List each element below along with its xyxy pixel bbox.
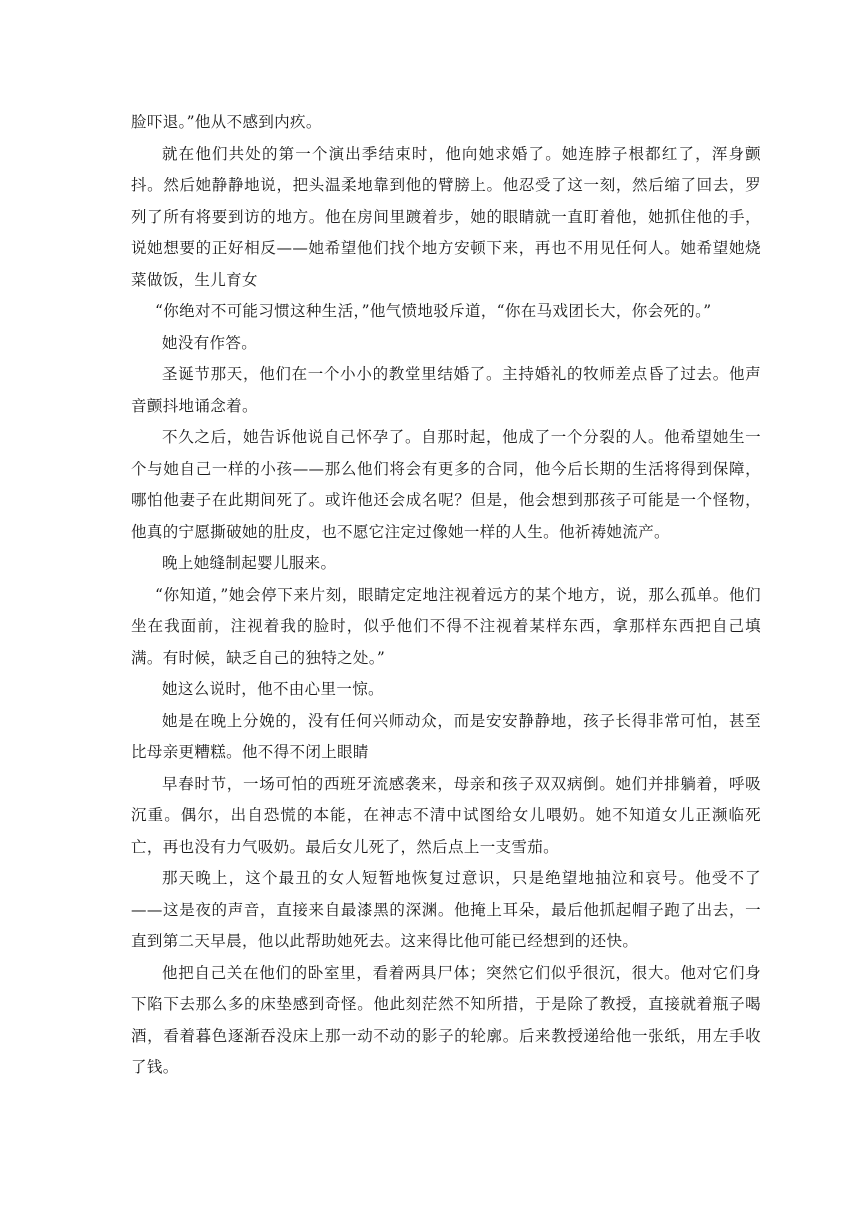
paragraph-2: 就在他们共处的第一个演出季结束时，他向她求婚了。她连脖子根都红了，浑身颤抖。然后她静静地说，把头温柔地靠到他的臂膀上。他忍受了这一刻，然后缩了回去，罗列了所有将要到访的地方。他在房间里踱着步，她的眼睛就一直盯着他，她抓住他的手，说她想要的正好相反——她希望他们找个地方安顿下来，再也不用见任何人。她希望她烧菜做饭，生儿育女 bbox=[131, 144, 761, 289]
paragraph-5: 圣诞节那天，他们在一个小小的教堂里结婚了。主持婚礼的牧师差点昏了过去。他声音颤抖地诵念着。 bbox=[131, 365, 761, 415]
paragraph-12: 那天晚上，这个最丑的女人短暂地恢复过意识，只是绝望地抽泣和哀号。他受不了——这是夜的声音，直接来自最漆黑的深渊。他掩上耳朵，最后他抓起帽子跑了出去，一直到第二天早晨，他以此帮助她死去。这来得比他可能已经想到的还快。 bbox=[131, 869, 761, 950]
document-body bbox=[131, 107, 761, 1084]
paragraph-6: 不久之后，她告诉他说自己怀孕了。自那时起，他成了一个分裂的人。他希望她生一个与她自己一样的小孩——那么他们将会有更多的合同，他今后长期的生活将得到保障，哪怕他妻子在此期间死了。或许他还会成名呢？但是，他会想到那孩子可能是一个怪物，他真的宁愿撕破她的肚皮，也不愿它注定过像她一样的人生。他祈祷她流产。 bbox=[131, 428, 761, 541]
paragraph-10: 她是在晚上分娩的，没有任何兴师动众，而是安安静静地，孩子长得非常可怕，甚至比母亲更糟糕。他不得不闭上眼睛 bbox=[131, 711, 761, 761]
paragraph-7: 晚上她缝制起婴儿服来。 bbox=[162, 554, 337, 572]
paragraph-1: 脸吓退。”他从不感到内疚。 bbox=[131, 113, 322, 131]
paragraph-13: 他把自己关在他们的卧室里，看着两具尸体；突然它们似乎很沉，很大。他对它们身下陷下去那么多的床垫感到奇怪。他此刻茫然不知所措，于是除了教授，直接就着瓶子喝酒，看着暮色逐渐吞没床上那一动不动的影子的轮廓。后来教授递给他一张纸，用左手收了钱。 bbox=[131, 963, 761, 1076]
paragraph-3: “你绝对不可能习惯这种生活，”他气愤地驳斥道，“你在马戏团长大，你会死的。” bbox=[155, 302, 712, 320]
paragraph-8: “你知道，”她会停下来片刻，眼睛定定地注视着远方的某个地方，说，那么孤单。他们坐在我面前，注视着我的脸时，似乎他们不得不注视着某样东西，拿那样东西把自己填满。有时候，缺乏自己的独特之处。” bbox=[131, 585, 761, 667]
paragraph-9: 她这么说时，他不由心里一惊。 bbox=[162, 680, 384, 698]
paragraph-11: 早春时节，一场可怕的西班牙流感袭来，母亲和孩子双双病倒。她们并排躺着，呼吸沉重。偶尔，出自恐慌的本能，在神志不清中试图给女儿喂奶。她不知道女儿正濒临死亡，再也没有力气吸奶。最后女儿死了，然后点上一支雪茄。 bbox=[131, 774, 761, 856]
paragraph-4: 她没有作答。 bbox=[162, 333, 258, 352]
